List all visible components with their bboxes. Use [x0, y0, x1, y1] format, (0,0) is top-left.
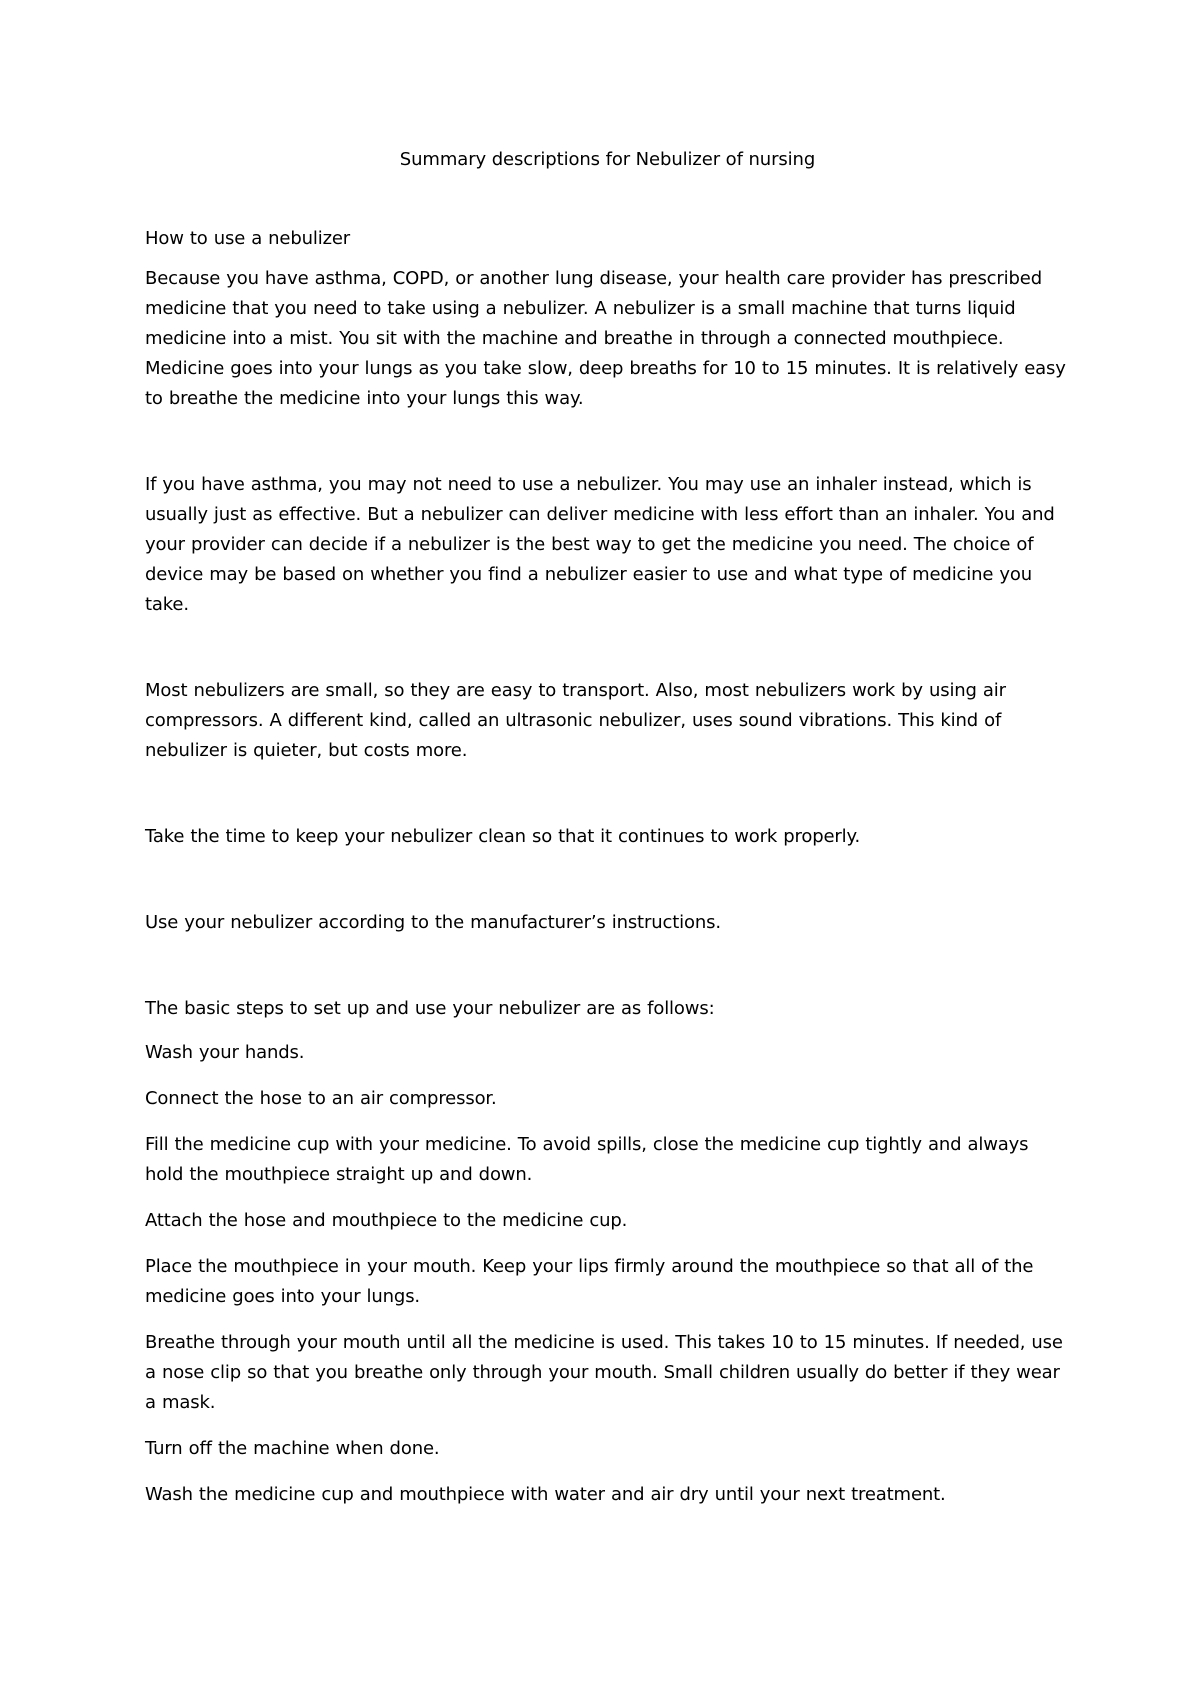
step-item: Breathe through your mouth until all the medicine is used. This takes 10 to 15 minutes. If needed, use a nose clip so that you breathe only through your mouth. Small children usually do better if they wear a mask.	[145, 1332, 1063, 1413]
paragraph-instructions: Use your nebulizer according to the manufacturer’s instructions.	[145, 912, 721, 933]
paragraph-asthma: If you have asthma, you may not need to use a nebulizer. You may use an inhaler instead, which is usually just as effective. But a nebulizer can deliver medicine with less effort than an inhaler. You and your provider can decide if a nebulizer is the best way to get the medicine you need. The choice of device may be based on whether you find a nebulizer easier to use and what type of medicine you take.	[145, 474, 1055, 615]
step-item: Wash your hands.	[145, 1042, 305, 1063]
step-item: Turn off the machine when done.	[145, 1438, 440, 1459]
step-item: Attach the hose and mouthpiece to the medicine cup.	[145, 1210, 628, 1231]
document-title: Summary descriptions for Nebulizer of nursing	[399, 149, 816, 170]
paragraph-types: Most nebulizers are small, so they are easy to transport. Also, most nebulizers work by using air compressors. A different kind, called an ultrasonic nebulizer, uses sound vibrations. This kind of nebulizer is quieter, but costs more.	[145, 680, 1006, 761]
paragraph-intro: Because you have asthma, COPD, or another lung disease, your health care provider has prescribed medicine that you need to take using a nebulizer. A nebulizer is a small machine that turns liquid medicine into a mist. You sit with the machine and breathe in through a connected mouthpiece. Medicine goes into your lungs as you take slow, deep breaths for 10 to 15 minutes. It is relatively easy to breathe the medicine into your lungs this way.	[145, 268, 1066, 409]
paragraph-cleaning: Take the time to keep your nebulizer clean so that it continues to work properly.	[145, 826, 861, 847]
steps-intro: The basic steps to set up and use your nebulizer are as follows:	[145, 998, 715, 1019]
step-item: Connect the hose to an air compressor.	[145, 1088, 497, 1109]
document-content	[145, 148, 1070, 1526]
step-item: Place the mouthpiece in your mouth. Keep your lips firmly around the mouthpiece so that all of the medicine goes into your lungs.	[145, 1256, 1034, 1307]
section-heading: How to use a nebulizer	[145, 228, 351, 249]
step-item: Wash the medicine cup and mouthpiece with water and air dry until your next treatment.	[145, 1484, 946, 1505]
step-item: Fill the medicine cup with your medicine. To avoid spills, close the medicine cup tightly and always hold the mouthpiece straight up and down.	[145, 1134, 1029, 1185]
